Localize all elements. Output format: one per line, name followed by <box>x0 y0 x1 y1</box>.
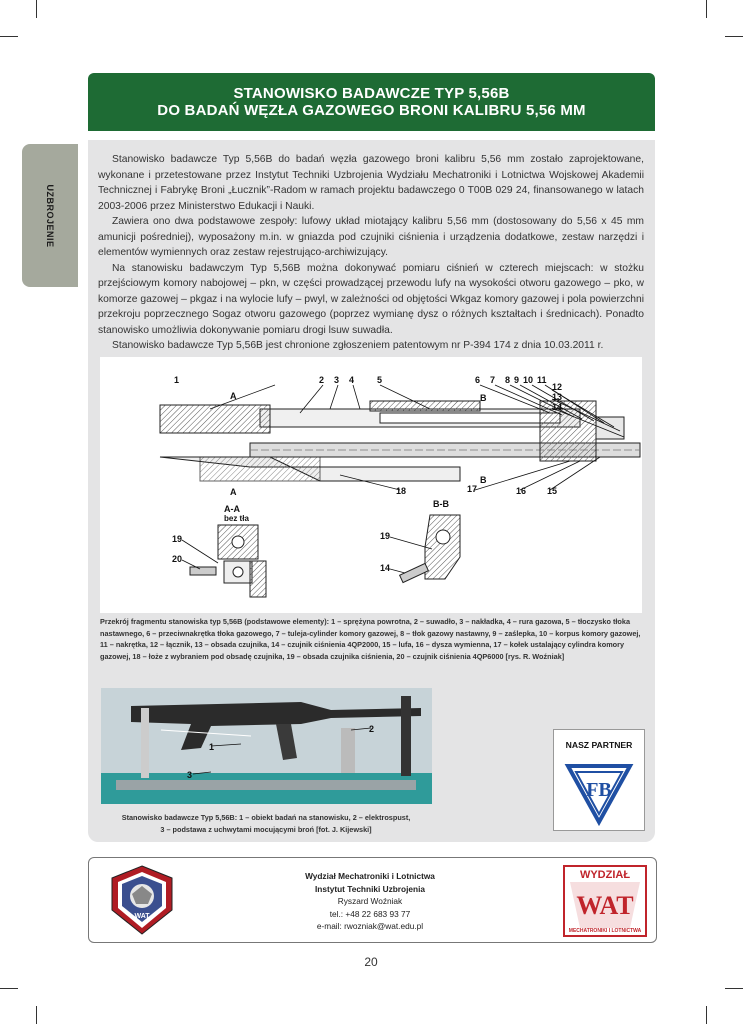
section-a-top: A <box>230 391 237 401</box>
label-14b: 14 <box>380 563 391 573</box>
label-8: 8 <box>505 375 511 385</box>
crop-mark <box>725 988 743 989</box>
faculty-logo-side: MECHATRONIKI I LOTNICTWA <box>568 928 642 934</box>
label-18: 18 <box>396 486 407 496</box>
crop-mark <box>725 36 743 37</box>
label-19b: 19 <box>380 531 391 541</box>
partner-box <box>553 729 645 831</box>
return-spring <box>160 405 270 433</box>
cross-section-drawing <box>100 357 642 613</box>
photo-illustration <box>101 688 432 804</box>
piston-rod <box>380 413 560 423</box>
photo-caption <box>100 812 432 836</box>
label-19: 19 <box>172 534 183 544</box>
photo-label-1: 1 <box>209 742 215 752</box>
wat-emblem-text: WAT <box>134 913 150 920</box>
label-1: 1 <box>174 375 180 385</box>
crop-mark <box>706 1006 707 1024</box>
technical-drawing <box>100 357 642 613</box>
label-9: 9 <box>514 375 520 385</box>
label-15: 15 <box>547 486 558 496</box>
label-13: 13 <box>552 392 563 402</box>
label-10: 10 <box>523 375 534 385</box>
label-4: 4 <box>349 375 355 385</box>
contact-person: Ryszard Woźniak <box>337 896 403 906</box>
paragraph: Stanowisko badawcze Typ 5,56B jest chronione zgłoszeniem patentowym nr P-394 174 z dnia 10.03.2011 r. <box>112 340 604 351</box>
wat-emblem-logo <box>106 864 178 936</box>
view-aa-drawing <box>182 525 266 597</box>
photo-label-2: 2 <box>369 724 375 734</box>
partner-logo <box>564 762 634 826</box>
label-17: 17 <box>467 484 478 494</box>
label-14: 14 <box>552 402 563 412</box>
photo-caption-line-1: Stanowisko badawcze Typ 5,56B: 1 – obiekt badań na stanowisku, 2 – elektrospust, <box>121 813 411 822</box>
crop-mark <box>36 0 37 18</box>
view-bb-drawing <box>390 515 460 583</box>
article-body <box>98 152 644 354</box>
photo-caption-line-2: 3 – podstawa z uchwytami mocującymi broń [fot. J. Kijewski] <box>160 825 372 834</box>
contact-info <box>210 870 530 933</box>
contact-email: e-mail: rwozniak@wat.edu.pl <box>316 921 424 931</box>
crop-mark <box>0 36 18 37</box>
faculty-logo-wat: WAT <box>576 891 634 920</box>
faculty-logo <box>560 862 650 940</box>
section-tab <box>22 144 78 287</box>
section-tab-label: UZBROJENIE <box>45 184 55 248</box>
crop-mark <box>706 0 707 18</box>
label-16: 16 <box>516 486 527 496</box>
label-11: 11 <box>537 375 547 385</box>
gas-block <box>540 401 596 461</box>
label-20: 20 <box>172 554 183 564</box>
view-bb-title: B-B <box>433 499 449 509</box>
label-5: 5 <box>377 375 383 385</box>
label-12: 12 <box>552 382 563 392</box>
title-line-1: STANOWISKO BADAWCZE TYP 5,56B <box>233 85 510 102</box>
paragraph: Stanowisko badawcze Typ 5,56B do badań węzła gazowego broni kalibru 5,56 mm zostało zaprojektowane, wykonane i przetestowane przez Instytut Techniki Uzbrojenia Wydziału Mechatroniki i Lotnictwa Wojskowej Akademii Technicznej i Fabrykę Broni „Łucznik”-Radom w ramach projektu badawczego 0 T00B 029 24, finansowanego w latach 2003-2006 przez Ministerstwo Edukacji i Nauki. <box>98 154 644 212</box>
cover <box>370 401 480 411</box>
test-stand-photo <box>101 688 432 804</box>
crop-mark <box>0 988 18 989</box>
section-b-top: B <box>480 393 487 403</box>
photo-label-3: 3 <box>187 770 193 780</box>
section-b-bottom: B <box>480 475 487 485</box>
label-7: 7 <box>490 375 496 385</box>
paragraph: Zawiera ono dwa podstawowe zespoły: lufowy układ miotający kalibru 5,56 mm (dostosowany do 5,56 x 45 mm amunicji pośredniej), wyposażony m.in. w gniazda pod czujniki ciśnienia i urządzenia dodatkowe, zestaw narzędzi i elementów wymiennych oraz zestaw rejestrująco-archiwizujący. <box>98 216 644 258</box>
stock <box>200 457 320 481</box>
faculty-logo-top: WYDZIAŁ <box>579 869 631 881</box>
contact-phone: tel.: +48 22 683 93 77 <box>329 908 411 919</box>
crop-mark <box>36 1006 37 1024</box>
label-6: 6 <box>475 375 481 385</box>
label-2: 2 <box>319 375 325 385</box>
view-aa-title: A-A <box>224 504 240 514</box>
contact-faculty: Wydział Mechatroniki i Lotnictwa <box>305 871 435 881</box>
label-3: 3 <box>334 375 340 385</box>
title-line-2: DO BADAŃ WĘZŁA GAZOWEGO BRONI KALIBRU 5,56 MM <box>157 102 586 119</box>
section-a-bottom: A <box>230 487 237 497</box>
drawing-caption: Przekrój fragmentu stanowiska typ 5,56B (podstawowe elementy): 1 – sprężyna powrotna, 2 – suwadło, 3 – nakładka, 4 – rura gazowa, 5 – tłoczysko tłoka nastawnego, 6 – przeciwnakrętka tłoka gazowego, 7 – tuleja-cylinder komory gazowej, 8 – tłok gazowy nastawny, 9 – zaślepka, 10 – korpus komory gazowej, 11 – nakrętka, 12 – łącznik, 13 – obsada czujnika, 14 – czujnik ciśnienia 4QP2000, 15 – lufa, 16 – dysza wymienna, 17 – kołek ustalający cylindra komory gazowej, 18 – łoże z wybraniem pod obsadę czujnika, 19 – obsada czujnika ciśnienia, 20 – czujnik ciśnienia 4QP6000 [rys. R. Woźniak] <box>100 617 641 661</box>
paragraph: Na stanowisku badawczym Typ 5,56B można dokonywać pomiaru ciśnień w czterech miejscach: w stożku przejściowym komory nabojowej – pkn, w części prowadzącej przewodu lufy na wysokości otworu gazowego – pko, w komorze gazowej – pkgaz i na wylocie lufy – pwyl, w zależności od objętości Wkgaz komory gazowej i pola powierzchni przekroju poprzecznego Sogaz otworu gazowego (poprzez wymianę dysz o różnych kształtach i średnicach). Ponadto stanowisko umożliwia dokonywanie pomiaru drogi lsuw suwadła. <box>98 262 644 336</box>
partner-logo-letters: FB <box>586 779 612 801</box>
title-banner <box>88 73 655 131</box>
page-number: 20 <box>364 955 378 969</box>
contact-institute: Instytut Techniki Uzbrojenia <box>314 883 426 894</box>
view-aa-note: bez tła <box>224 514 249 523</box>
partner-title: NASZ PARTNER <box>565 740 633 750</box>
